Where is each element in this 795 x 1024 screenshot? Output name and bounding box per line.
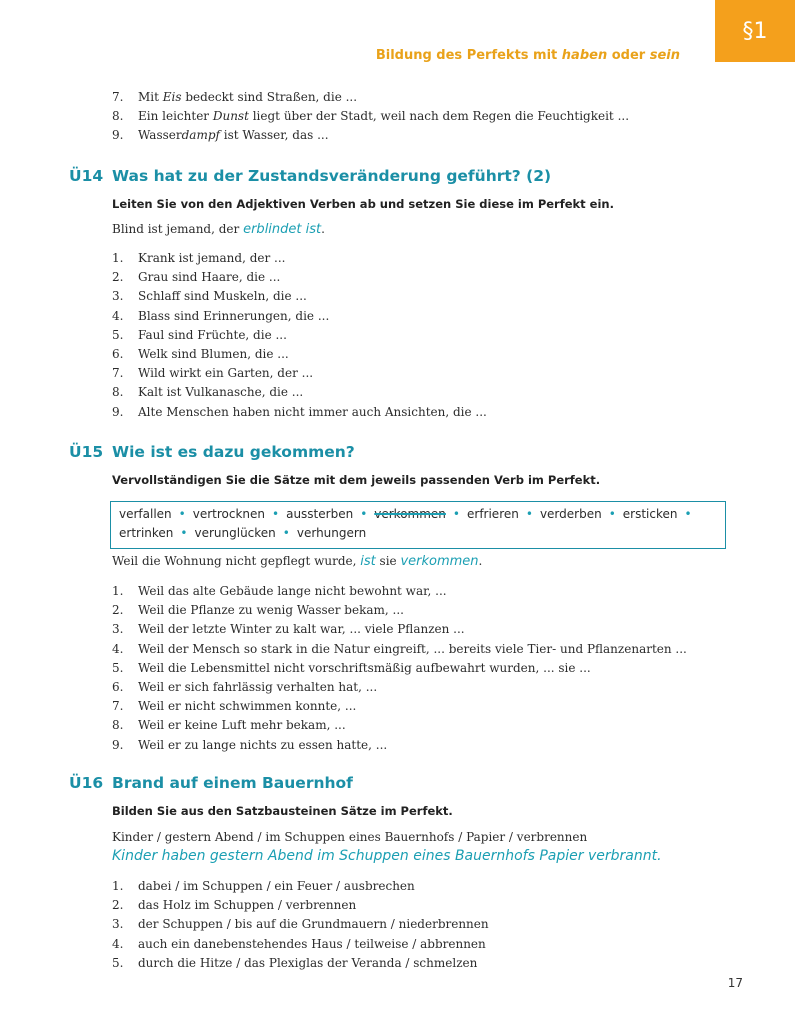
header-haben: haben [561,48,608,63]
word-box: verfallen • vertrocknen • aussterben • verkommen • erfrieren • verderben • ersticken • ertrinken • verunglücken • verhungern [110,501,726,549]
exercise-u14-heading [69,167,551,185]
handwritten-answer: ist [360,554,376,569]
exercise-code: Ü14 [69,167,104,185]
list-item: 3. der Schuppen / bis auf die Grundmauern / niederbrennen [112,917,489,932]
handwritten-answer: erblindet ist [243,222,322,237]
list-item: 7. Weil er nicht schwimmen konnte, ... [112,699,357,714]
list-item: 8. Weil er keine Luft mehr bekam, ... [112,718,346,733]
list-item: 2. Grau sind Haare, die ... [112,270,281,285]
list-item: 7. Mit Eis bedeckt sind Straßen, die ... [112,90,358,104]
list-item: 9. Wasserdampf ist Wasser, das ... [112,128,329,143]
word-item: verfallen [119,507,172,521]
exercise-u16-heading [69,774,353,792]
example-sentence: Weil die Wohnung nicht gepflegt wurde, ist sie verkommen. [112,554,483,569]
exercise-instruction: Leiten Sie von den Adjektiven Verben ab und setzen Sie diese im Perfekt ein. [112,197,614,211]
handwritten-answer: Kinder haben gestern Abend im Schuppen eines Bauernhofs Papier verbrannt. [112,848,662,864]
exercise-title: Was hat zu der Zustandsveränderung geführt? (2) [112,167,552,185]
exercise-title: Brand auf einem Bauernhof [112,774,353,792]
header-middle: oder [607,48,650,63]
carryover-list [112,88,629,146]
word-item-struck: verkommen [374,507,446,521]
exercise-code: Ü15 [69,443,104,461]
word-item: verderben [539,507,602,521]
header-text: Bildung des Perfekts mit [375,48,562,63]
list-item: 3. Weil der letzte Winter zu kalt war, ... viele Pflanzen ... [112,622,465,637]
page-header [376,48,680,63]
list-item: 2. Weil die Pflanze zu wenig Wasser bekam, ... [112,603,404,618]
exercise-instruction: Bilden Sie aus den Satzbausteinen Sätze im Perfekt. [112,804,453,818]
list-item: 6. Weil er sich fahrlässig verhalten hat, ... [112,680,378,695]
word-item: verunglücken [194,526,276,540]
list-item: 5. Weil die Lebensmittel nicht vorschriftsmäßig aufbewahrt wurden, ... sie ... [112,660,591,675]
exercise-u15-heading [69,443,355,461]
word-item: ertrinken [119,526,174,540]
example-prompt: Kinder / gestern Abend / im Schuppen eines Bauernhofs / Papier / verbrennen [112,830,588,844]
list-item: 2. das Holz im Schuppen / verbrennen [112,898,357,913]
example-sentence: Blind ist jemand, der erblindet ist. [112,222,325,237]
exercise-code: Ü16 [69,774,104,792]
exercise-instruction: Vervollständigen Sie die Sätze mit dem jeweils passenden Verb im Perfekt. [112,473,601,487]
list-item: 8. Ein leichter Dunst liegt über der Stadt, weil nach dem Regen die Feuchtigkeit ... [112,109,630,124]
list-item: 1. Krank ist jemand, der ... [112,251,286,265]
exercise-title: Wie ist es dazu gekommen? [112,443,355,461]
word-item: verhungern [296,526,367,540]
exercise-u14-list [112,249,487,422]
list-item: 4. auch ein danebenstehendes Haus / teilweise / abbrennen [112,936,486,951]
list-item: 9. Alte Menschen haben nicht immer auch Ansichten, die ... [112,404,487,419]
exercise-u15-list [112,582,687,755]
word-item: ersticken [622,507,678,521]
list-item: 1. dabei / im Schuppen / ein Feuer / ausbrechen [112,879,415,893]
page-number: 17 [727,976,743,990]
section-tab [715,0,795,62]
list-item: 5. Faul sind Früchte, die ... [112,327,287,342]
exercise-u16-list [112,877,489,973]
word-item: aussterben [286,507,354,521]
word-item: erfrieren [467,507,519,521]
list-item: 6. Welk sind Blumen, die ... [112,347,289,362]
header-sein: sein [649,48,680,63]
list-item: 5. durch die Hitze / das Plexiglas der Veranda / schmelzen [112,955,478,970]
list-item: 3. Schlaff sind Muskeln, die ... [112,289,307,304]
section-tab-label: §1 [742,18,768,44]
list-item: 8. Kalt ist Vulkanasche, die ... [112,385,304,400]
list-item: 4. Weil der Mensch so stark in die Natur eingreift, ... bereits viele Tier- und Pflanzenarten ... [112,641,687,656]
handwritten-answer: verkommen [400,554,479,569]
list-item: 1. Weil das alte Gebäude lange nicht bewohnt war, ... [112,584,447,598]
list-item: 4. Blass sind Erinnerungen, die ... [112,308,330,323]
list-item: 7. Wild wirkt ein Garten, der ... [112,366,314,381]
list-item: 9. Weil er zu lange nichts zu essen hatte, ... [112,737,388,752]
word-item: vertrocknen [192,507,266,521]
